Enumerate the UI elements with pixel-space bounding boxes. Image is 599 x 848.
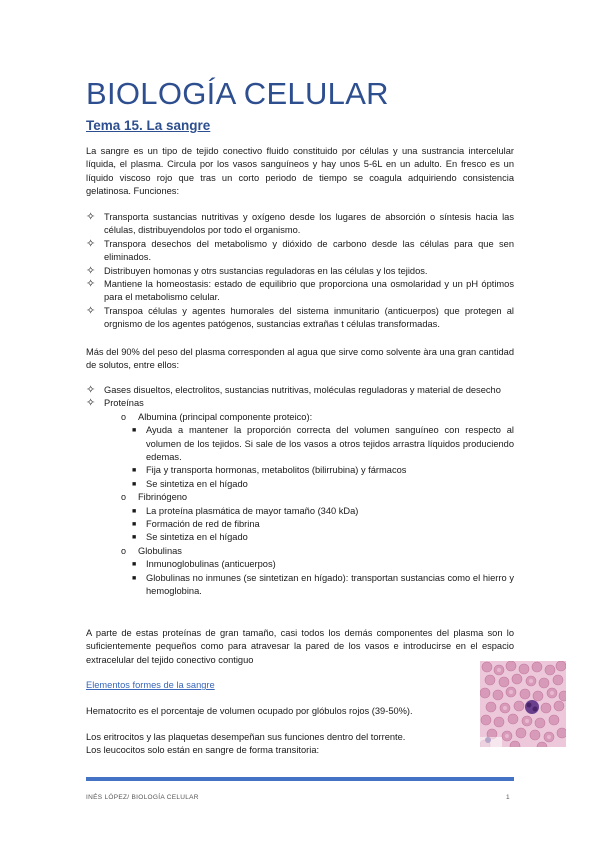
list-item: ■ Se sintetiza en el hígado	[86, 478, 514, 491]
list-item: ✧ Proteínas	[86, 397, 144, 410]
leucocitos-line: Los leucocitos solo están en sangre de forma transitoria:	[86, 745, 320, 755]
square-bullet-icon: ■	[132, 480, 137, 488]
sublist-item-globulinas: o Globulinas	[86, 545, 514, 558]
sublist-item-albumina: o Albumina (principal componente proteico):	[86, 411, 514, 424]
eritrocitos-line: Los eritrocitos y las plaquetas desempeñan sus funciones dentro del torrente.	[86, 732, 406, 742]
page-number: 1	[506, 794, 510, 801]
blood-smear-image	[480, 661, 566, 747]
star-bullet-icon: ✧	[86, 237, 96, 250]
elements-heading-link[interactable]: Elementos formes de la sangre	[86, 680, 215, 690]
star-bullet-icon: ✧	[86, 397, 96, 410]
footer-divider	[86, 777, 514, 781]
topic-heading: Tema 15. La sangre	[86, 118, 211, 133]
list-item: ✧ Transporta sustancias nutritivas y oxígeno desde los lugares de absorción o síntesis hacia las células, distribuyendolos por todo el organismo.	[86, 211, 514, 236]
list-item: ✧ Transpora desechos del metabolismo y dióxido de carbono desde las células para que sen eliminados.	[86, 237, 514, 263]
star-bullet-icon: ✧	[86, 384, 96, 396]
list-item: ✧ Distribuyen homonas y otrs sustancias reguladoras en las células y los tejidos.	[86, 264, 428, 277]
circle-bullet-icon: o	[121, 545, 127, 556]
star-bullet-icon: ✧	[86, 211, 96, 223]
functions-list	[86, 211, 514, 332]
square-bullet-icon: ■	[132, 534, 137, 542]
star-bullet-icon: ✧	[86, 278, 96, 291]
list-item: ■ Se sintetiza en el hígado	[86, 531, 514, 544]
list-item: ■ Inmunoglobulinas (anticuerpos)	[86, 558, 514, 571]
hematocrito-paragraph: Hematocrito es el porcentaje de volumen ocupado por glóbulos rojos (39-50%).	[86, 706, 413, 716]
circle-bullet-icon: o	[121, 492, 127, 503]
list-item: ✧ Mantiene la homeostasis: estado de equilibrio que proporciona una osmolaridad y un pH óptimos para el metabolismo celular.	[86, 278, 514, 303]
solutes-list	[86, 384, 514, 599]
square-bullet-icon: ■	[132, 507, 137, 515]
list-item: ✧ Gases disueltos, electrolitos, sustancias nutritivas, moléculas reguladoras y material de desecho	[86, 384, 501, 396]
list-item: ■ Globulinas no inmunes (se sintetizan en hígado): transportan sustancias como el hierro y hemoglobina.	[132, 572, 514, 597]
square-bullet-icon: ■	[132, 574, 137, 582]
square-bullet-icon: ■	[132, 521, 137, 529]
circle-bullet-icon: o	[121, 411, 127, 422]
square-bullet-icon: ■	[132, 561, 137, 569]
page-title: BIOLOGÍA CELULAR	[86, 76, 389, 111]
list-item: ■ Fija y transporta hormonas, metabolitos (bilirrubina) y fármacos	[86, 464, 514, 477]
sublist-item-fibrinogeno: o Fibrinógeno	[86, 491, 514, 504]
blood-cells-illustration	[480, 661, 566, 747]
list-item: ■ Formación de red de fibrina	[86, 518, 514, 531]
star-bullet-icon: ✧	[86, 304, 96, 317]
square-bullet-icon: ■	[132, 467, 137, 475]
closing-paragraph: A parte de estas proteínas de gran tamaño, casi todos los demás componentes del plasma son lo suficientemente pequeños como para atravesar la pared de los vasos e introducirse en el espacio extracelular del tejido conectivo contiguo	[86, 628, 514, 665]
star-bullet-icon: ✧	[86, 264, 96, 277]
list-item: ✧ Transpoa células y agentes humorales del sistema inmunitario (anticuerpos) que protegen al orgnismo de los agentes patógenos, sustancias extrañas t células transformadas.	[86, 304, 514, 330]
plasma-paragraph: Más del 90% del peso del plasma corresponden al agua que sirve como solvente àra una gran cantidad de solutos, entre ellos:	[86, 347, 514, 371]
list-item: ■ Ayuda a mantener la proporción correcta del volumen sanguíneo con respecto al volumen de los tejidos. Si sale de los vasos a otros tejidos arrastra líquidos produciendo edemas.	[132, 425, 514, 463]
square-bullet-icon: ■	[132, 427, 137, 435]
list-item: ■ La proteína plasmática de mayor tamaño (340 kDa)	[86, 505, 514, 518]
footer-author: INÉS LÓPEZ/ BIOLOGÍA CELULAR	[86, 794, 199, 801]
intro-paragraph: La sangre es un tipo de tejido conectivo fluido constituido por células y una sustrancia intercelular líquida, el plasma. Circula por los vasos sanguíneos y hay unos 5-6L en un adulto. En fresco es un líquido viscoso rojo que tras un corto periodo de tiempo se coagula adquiriendo consistencia gelatinosa. Funciones:	[86, 146, 514, 197]
